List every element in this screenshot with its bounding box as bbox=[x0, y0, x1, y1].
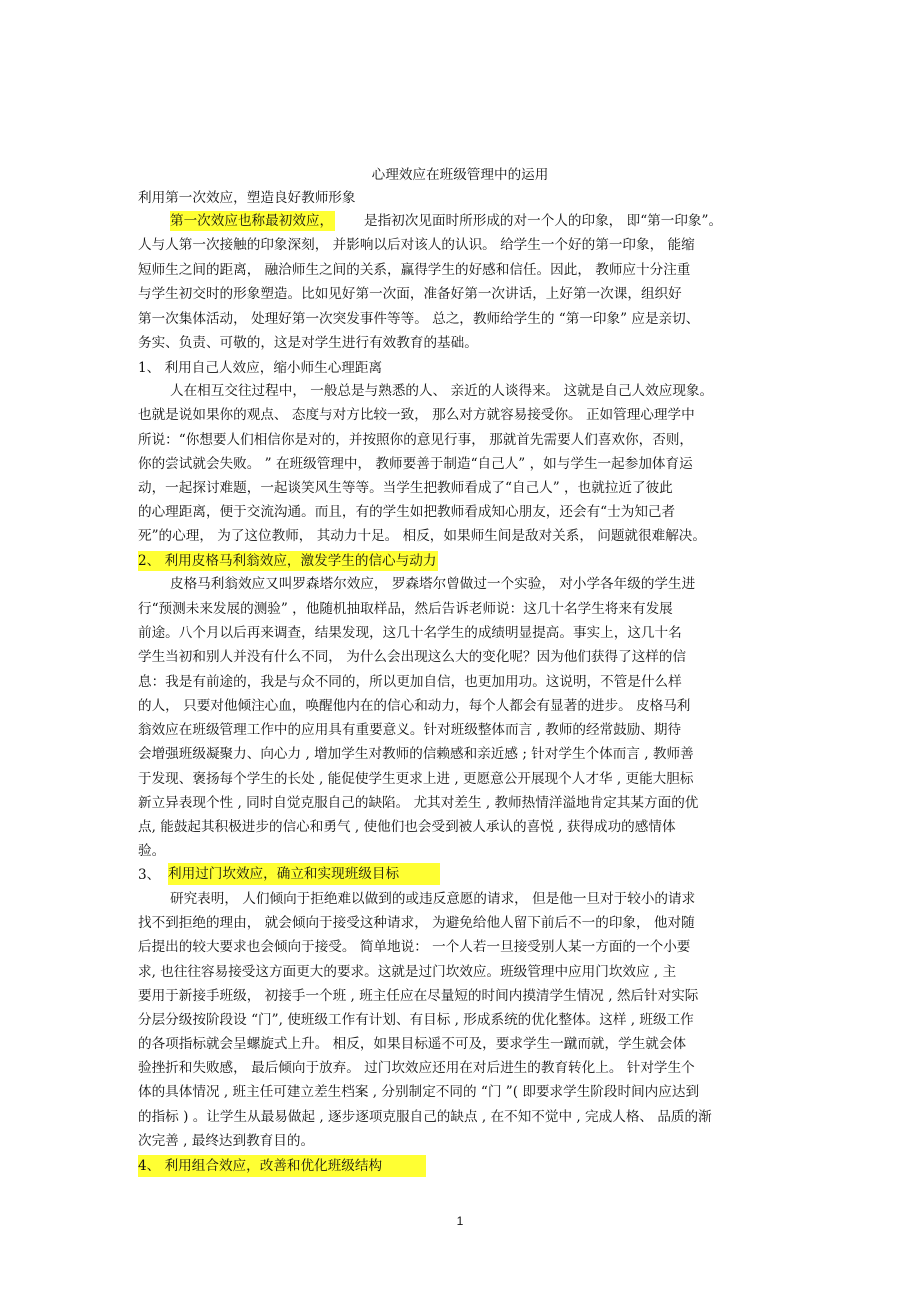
paragraph-line: 务实、负责、可敬的，这是对学生进行有效教育的基础。 bbox=[138, 335, 478, 351]
section-heading: 1、 利用自己人效应，缩小师生心理距离 bbox=[138, 360, 383, 376]
paragraph-line: 所说：“你想要人们相信你是对的，并按照你的意见行事， 那就首先需要人们喜欢你，否则， bbox=[138, 432, 694, 448]
paragraph-line: 找不到拒绝的理由， 就会倾向于接受这种请求， 为避免给他人留下前后不一的印象， 他对随 bbox=[138, 915, 695, 931]
paragraph-line: 体的具体情况 , 班主任可建立差生档案 , 分别制定不同的 “门 ”( 即要求学生阶段时间内应达到 bbox=[138, 1084, 700, 1100]
paragraph-line: 你的尝试就会失败。 ” 在班级管理中， 教师要善于制造“自己人” ，如与学生一起参加体育运 bbox=[138, 456, 693, 472]
page-title: 心理效应在班级管理中的运用 bbox=[371, 167, 549, 183]
paragraph-line: 的指标 ) 。让学生从最易做起 , 逐步逐项克服自己的缺点 , 在不知不觉中 , 完成人格、 品质的渐 bbox=[138, 1109, 712, 1125]
paragraph-line: 第一次集体活动， 处理好第一次突发事件等等。 总之，教师给学生的 “第一印象” 应是亲切、 bbox=[138, 311, 700, 327]
paragraph-line: 后提出的较大要求也会倾向于接受。 简单地说： 一个人若一旦接受别人某一方面的一个小要 bbox=[138, 939, 691, 955]
paragraph-line: 的人， 只要对他倾注心血，唤醒他内在的信心和动力，每个人都会有显著的进步。 皮格马利 bbox=[138, 698, 691, 714]
page-number: 1 bbox=[456, 1214, 464, 1228]
paragraph-line: 点, 能鼓起其积极进步的信心和勇气 , 使他们也会受到被人承认的喜悦 , 获得成功的感情体 bbox=[138, 819, 676, 835]
paragraph-line: 求, 也往往容易接受这方面更大的要求。这就是过门坎效应。班级管理中应用门坎效应 , 主 bbox=[138, 964, 677, 980]
section-heading bbox=[168, 863, 440, 885]
section-heading bbox=[138, 1155, 426, 1177]
paragraph-line: 验挫折和失败感， 最后倾向于放弃。 过门坎效应还用在对后进生的教育转化上。 针对学生个 bbox=[138, 1060, 695, 1076]
section-heading bbox=[138, 552, 438, 570]
paragraph-line: 是指初次见面时所形成的对一个人的印象， 即“第一印象”。 bbox=[364, 213, 723, 229]
paragraph-line: 前途。八个月以后再来调查，结果发现，这几十名学生的成绩明显提高。事实上，这几十名 bbox=[138, 625, 682, 641]
section-heading: 利用第一次效应，塑造良好教师形象 bbox=[138, 190, 356, 206]
paragraph-line: 与学生初交时的形象塑造。比如见好第一次面，准备好第一次讲话，上好第一次课，组织好 bbox=[138, 286, 682, 302]
paragraph-line: 学生当初和别人并没有什么不同， 为什么会出现这么大的变化呢？因为他们获得了这样的信 bbox=[138, 649, 687, 665]
paragraph-line: 验。 bbox=[138, 843, 166, 859]
paragraph-line: 也就是说如果你的观点、 态度与对方比较一致， 那么对方就容易接受你。 正如管理心理学中 bbox=[138, 407, 695, 423]
highlighted-heading: 4、 利用组合效应，改善和优化班级结构 bbox=[138, 1155, 426, 1177]
paragraph-line: 分层分级按阶段设 “门”, 使班级工作有计划、有目标 , 形成系统的优化整体。这样 , 班级工作 bbox=[138, 1012, 694, 1028]
paragraph-line: 行“预测未来发展的测验” ，他随机抽取样品，然后告诉老师说：这几十名学生将来有发展 bbox=[138, 601, 673, 617]
paragraph-line: 于发现、褒扬每个学生的长处 , 能促使学生更求上进 , 更愿意公开展现个人才华 , 更能大胆标 bbox=[138, 771, 694, 787]
highlighted-heading: 2、 利用皮格马利翁效应，激发学生的信心与动力 bbox=[138, 553, 437, 569]
highlighted-phrase: 第一次效应也称最初效应， bbox=[170, 213, 334, 229]
section-number: 3、 bbox=[138, 867, 161, 883]
highlighted-heading: 利用过门坎效应，确立和实现班级目标 bbox=[168, 863, 440, 885]
paragraph-line: 息：我是有前途的，我是与众不同的，所以更加自信，也更加用功。这说明，不管是什么样 bbox=[138, 674, 682, 690]
paragraph-line: 动，一起探讨难题，一起谈笑风生等等。当学生把教师看成了“自己人” ，也就拉近了彼此 bbox=[138, 480, 673, 496]
paragraph-line: 翁效应在班级管理工作中的应用具有重要意义。针对班级整体而言 , 教师的经常鼓励、期待 bbox=[138, 722, 682, 738]
paragraph-line: 死”的心理， 为了这位教师， 其动力十足。 相反，如果师生间是敌对关系， 问题就很难解决。 bbox=[138, 528, 706, 544]
paragraph-line: 会增强班级凝聚力、向心力 , 增加学生对教师的信赖感和亲近感 ; 针对学生个体而言 , 教师善 bbox=[138, 746, 694, 762]
paragraph-line: 次完善 , 最终达到教育目的。 bbox=[138, 1133, 315, 1149]
paragraph-line: 的各项指标就会呈螺旋式上升。 相反，如果目标遥不可及，要求学生一蹴而就，学生就会体 bbox=[138, 1036, 687, 1052]
paragraph-line: 人与人第一次接触的印象深刻， 并影响以后对该人的认识。 给学生一个好的第一印象， 能缩 bbox=[138, 237, 695, 253]
paragraph-line: 研究表明， 人们倾向于拒绝难以做到的或违反意愿的请求， 但是他一旦对于较小的请求 bbox=[170, 891, 696, 907]
paragraph-line: 人在相互交往过程中， 一般总是与熟悉的人、 亲近的人谈得来。 这就是自己人效应现象。 bbox=[170, 383, 714, 399]
paragraph-line: 新立异表现个性 , 同时自觉克服自己的缺陷。 尤其对差生 , 教师热情洋溢地肯定其某方面的优 bbox=[138, 795, 699, 811]
paragraph-line: 短师生之间的距离， 融洽师生之间的关系，赢得学生的好感和信任。因此， 教师应十分注重 bbox=[138, 262, 691, 278]
paragraph-line: 要用于新接手班级， 初接手一个班 , 班主任应在尽量短的时间内摸清学生情况 , 然后针对实际 bbox=[138, 988, 699, 1004]
paragraph-line: 的心理距离，便于交流沟通。而且，有的学生如把教师看成知心朋友，还会有“士为知己者 bbox=[138, 504, 676, 520]
paragraph-line: 皮格马利翁效应又叫罗森塔尔效应， 罗森塔尔曾做过一个实验， 对小学各年级的学生进 bbox=[170, 576, 696, 592]
paragraph-line bbox=[170, 212, 335, 230]
